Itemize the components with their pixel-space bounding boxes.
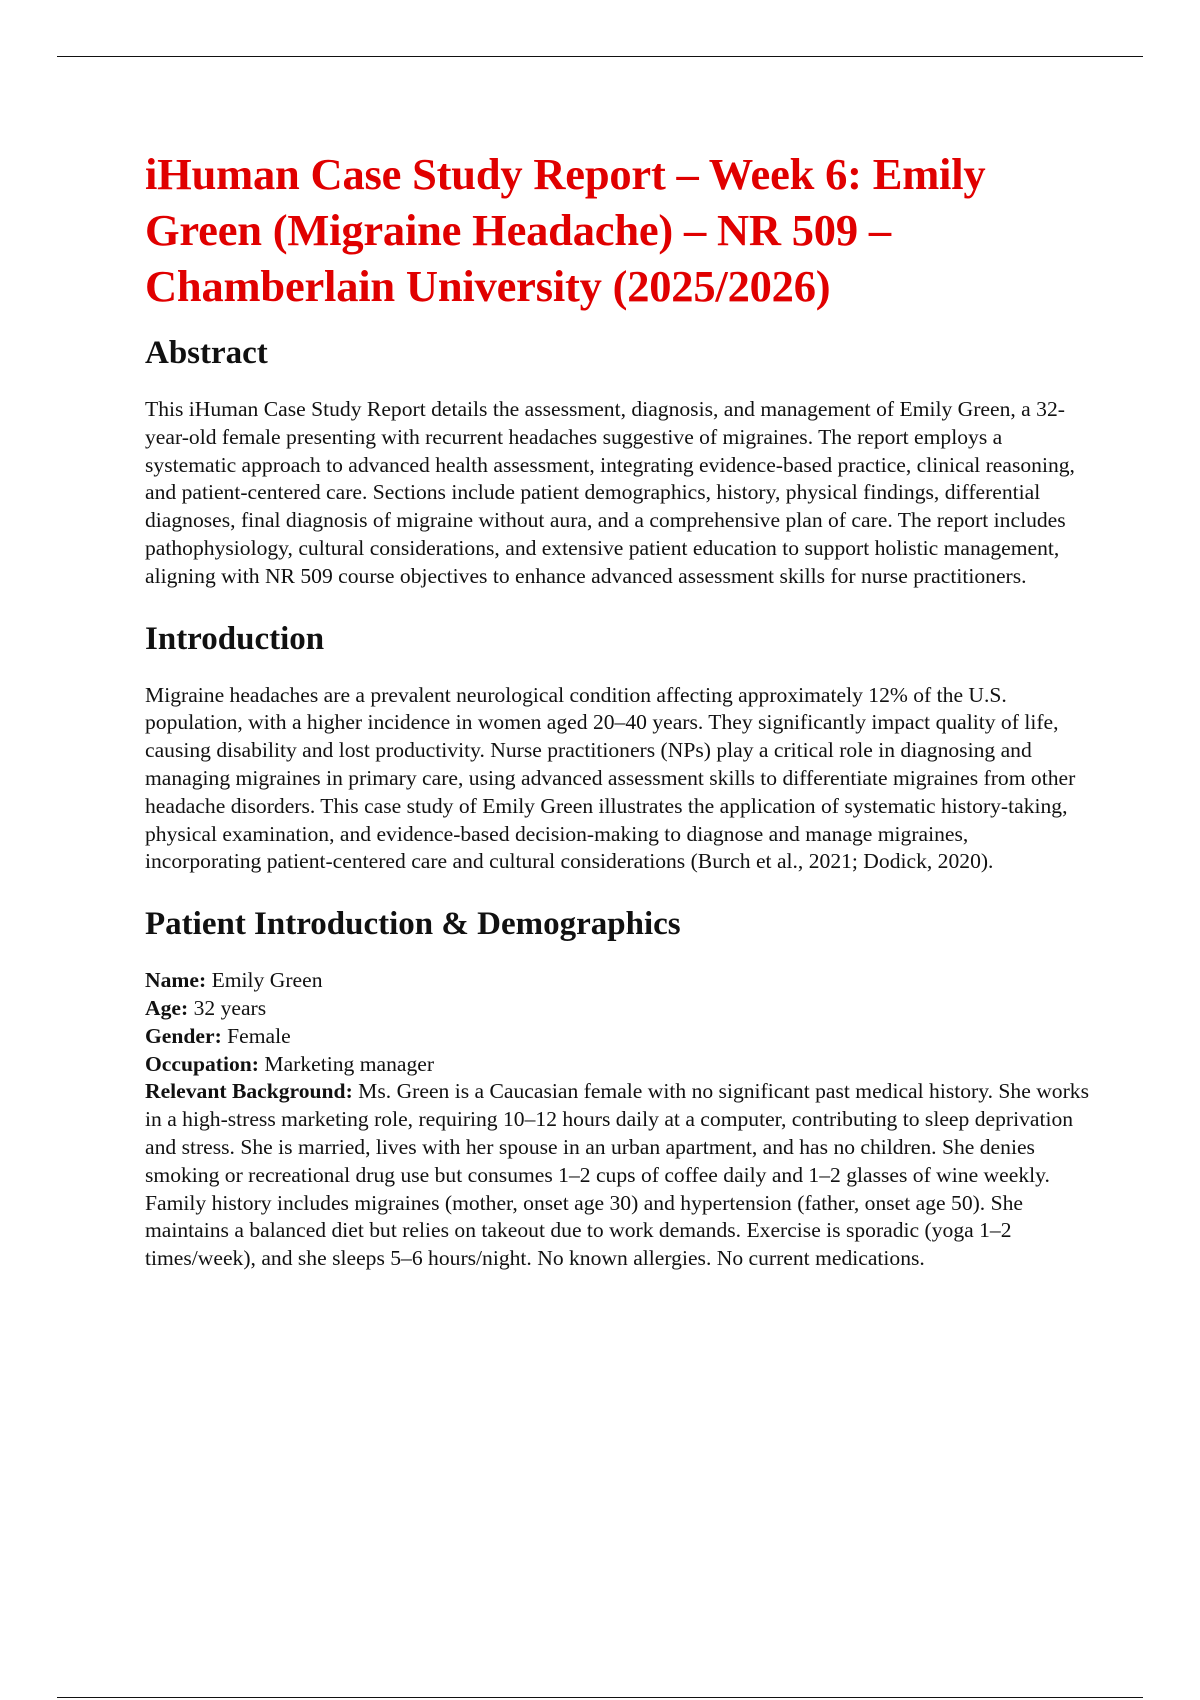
introduction-paragraph: Migraine headaches are a prevalent neurological condition affecting approximately 12% of the U.S. population, with a higher incidence in women aged 20–40 years. They significantly impact quality of life, causing disability and lost productivity. Nurse practitioners (NPs) play a critical role in diagnosing and managing migraines in primary care, using advanced assessment skills to differentiate migraines from other headache disorders. This case study of Emily Green illustrates the application of systematic history-taking, physical examination, and evidence-based decision-making to diagnose and manage migraines, incorporating patient-centered care and cultural considerations (Burch et al., 2021; Dodick, 2020).	[145, 682, 1076, 874]
patient-demographics-heading: Patient Introduction & Demographics	[145, 906, 681, 943]
name-label: Name:	[145, 968, 207, 993]
patient-demographics	[145, 967, 1090, 1273]
background-label: Relevant Background:	[145, 1079, 353, 1104]
document-body	[145, 146, 1090, 1273]
demographic-gender	[145, 1023, 1090, 1051]
occupation-label: Occupation:	[145, 1051, 259, 1076]
demographic-age	[145, 995, 1090, 1023]
demographic-name	[145, 967, 1090, 995]
age-value: 32 years	[193, 995, 267, 1020]
gender-label: Gender:	[145, 1023, 222, 1048]
gender-value: Female	[227, 1023, 291, 1048]
abstract-paragraph: This iHuman Case Study Report details the assessment, diagnosis, and management of Emily Green, a 32-year-old female presenting with recurrent headaches suggestive of migraines. The report employs a systematic approach to advanced health assessment, integrating evidence-based practice, clinical reasoning, and patient-centered care. Sections include patient demographics, history, physical findings, differential diagnoses, final diagnosis of migraine without aura, and a comprehensive plan of care. The report includes pathophysiology, cultural considerations, and extensive patient education to support holistic management, aligning with NR 509 course objectives to enhance advanced assessment skills for nurse practitioners.	[145, 397, 1075, 588]
age-label: Age:	[145, 995, 189, 1020]
demographic-occupation	[145, 1051, 1090, 1079]
bottom-rule	[57, 1697, 1143, 1698]
occupation-value: Marketing manager	[264, 1051, 435, 1076]
document-title: iHuman Case Study Report – Week 6: Emily Green (Migraine Headache) – NR 509 – Chamberlain University (2025/2026)	[145, 149, 986, 311]
top-rule	[57, 56, 1143, 57]
name-value: Emily Green	[211, 968, 323, 993]
introduction-heading: Introduction	[145, 620, 325, 657]
demographic-background	[145, 1078, 1090, 1273]
abstract-heading: Abstract	[145, 335, 268, 371]
background-value: Ms. Green is a Caucasian female with no significant past medical history. She works in a high-stress marketing role, requiring 10–12 hours daily at a computer, contributing to sleep deprivation and stress. She is married, lives with her spouse in an urban apartment, and has no children. She denies smoking or recreational drug use but consumes 1–2 cups of coffee daily and 1–2 glasses of wine weekly. Family history includes migraines (mother, onset age 30) and hypertension (father, onset age 50). She maintains a balanced diet but relies on takeout due to work demands. Exercise is sporadic (yoga 1–2 times/week), and she sleeps 5–6 hours/night. No known allergies. No current medications.	[145, 1079, 1089, 1271]
